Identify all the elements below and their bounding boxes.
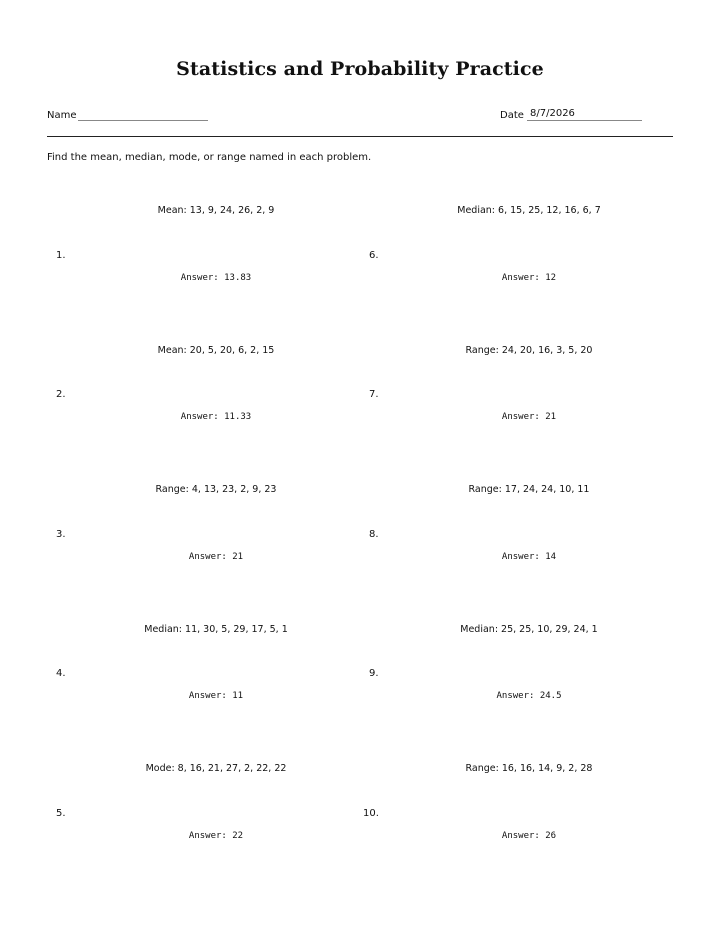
- problem-answer: Answer: 24.5: [496, 691, 562, 701]
- problem-number: 4.: [56, 668, 66, 679]
- problem-text: Mode: 8, 16, 21, 27, 2, 22, 22: [145, 763, 287, 774]
- problem-text: Range: 24, 20, 16, 3, 5, 20: [465, 345, 593, 356]
- problem-text: Median: 25, 25, 10, 29, 24, 1: [460, 624, 598, 635]
- problem-number: 5.: [56, 808, 66, 819]
- problem-answer: Answer: 14: [501, 552, 557, 562]
- problem-number: 3.: [56, 529, 66, 540]
- problem-number: 2.: [56, 389, 66, 400]
- problem-number: 9.: [369, 668, 379, 679]
- problem-answer: Answer: 13.83: [180, 273, 252, 283]
- problem-answer: Answer: 11: [188, 691, 244, 701]
- problem-text: Range: 4, 13, 23, 2, 9, 23: [155, 484, 277, 495]
- problem-number: 7.: [369, 389, 379, 400]
- problem-number: 10.: [363, 808, 379, 819]
- problem-answer: Answer: 12: [501, 273, 557, 283]
- problem-answer: Answer: 21: [501, 412, 557, 422]
- page-title: Statistics and Probability Practice: [176, 58, 544, 80]
- name-label: Name: [47, 110, 77, 121]
- problem-answer: Answer: 26: [501, 831, 557, 841]
- problem-text: Range: 17, 24, 24, 10, 11: [468, 484, 590, 495]
- problem-answer: Answer: 22: [188, 831, 244, 841]
- date-label: Date: [500, 110, 524, 121]
- problem-answer: Answer: 11.33: [180, 412, 252, 422]
- problem-text: Median: 11, 30, 5, 29, 17, 5, 1: [144, 624, 288, 635]
- problem-text: Mean: 20, 5, 20, 6, 2, 15: [157, 345, 275, 356]
- instructions: Find the mean, median, mode, or range named in each problem.: [47, 152, 372, 163]
- problem-text: Mean: 13, 9, 24, 26, 2, 9: [157, 205, 275, 216]
- problem-answer: Answer: 21: [188, 552, 244, 562]
- problem-text: Median: 6, 15, 25, 12, 16, 6, 7: [457, 205, 601, 216]
- problem-number: 1.: [56, 250, 66, 261]
- problem-number: 8.: [369, 529, 379, 540]
- header-divider: [47, 136, 673, 137]
- date-line: [527, 120, 642, 121]
- name-line: [78, 120, 208, 121]
- problem-number: 6.: [369, 250, 379, 261]
- problem-text: Range: 16, 16, 14, 9, 2, 28: [465, 763, 593, 774]
- date-value: 8/7/2026: [530, 108, 575, 119]
